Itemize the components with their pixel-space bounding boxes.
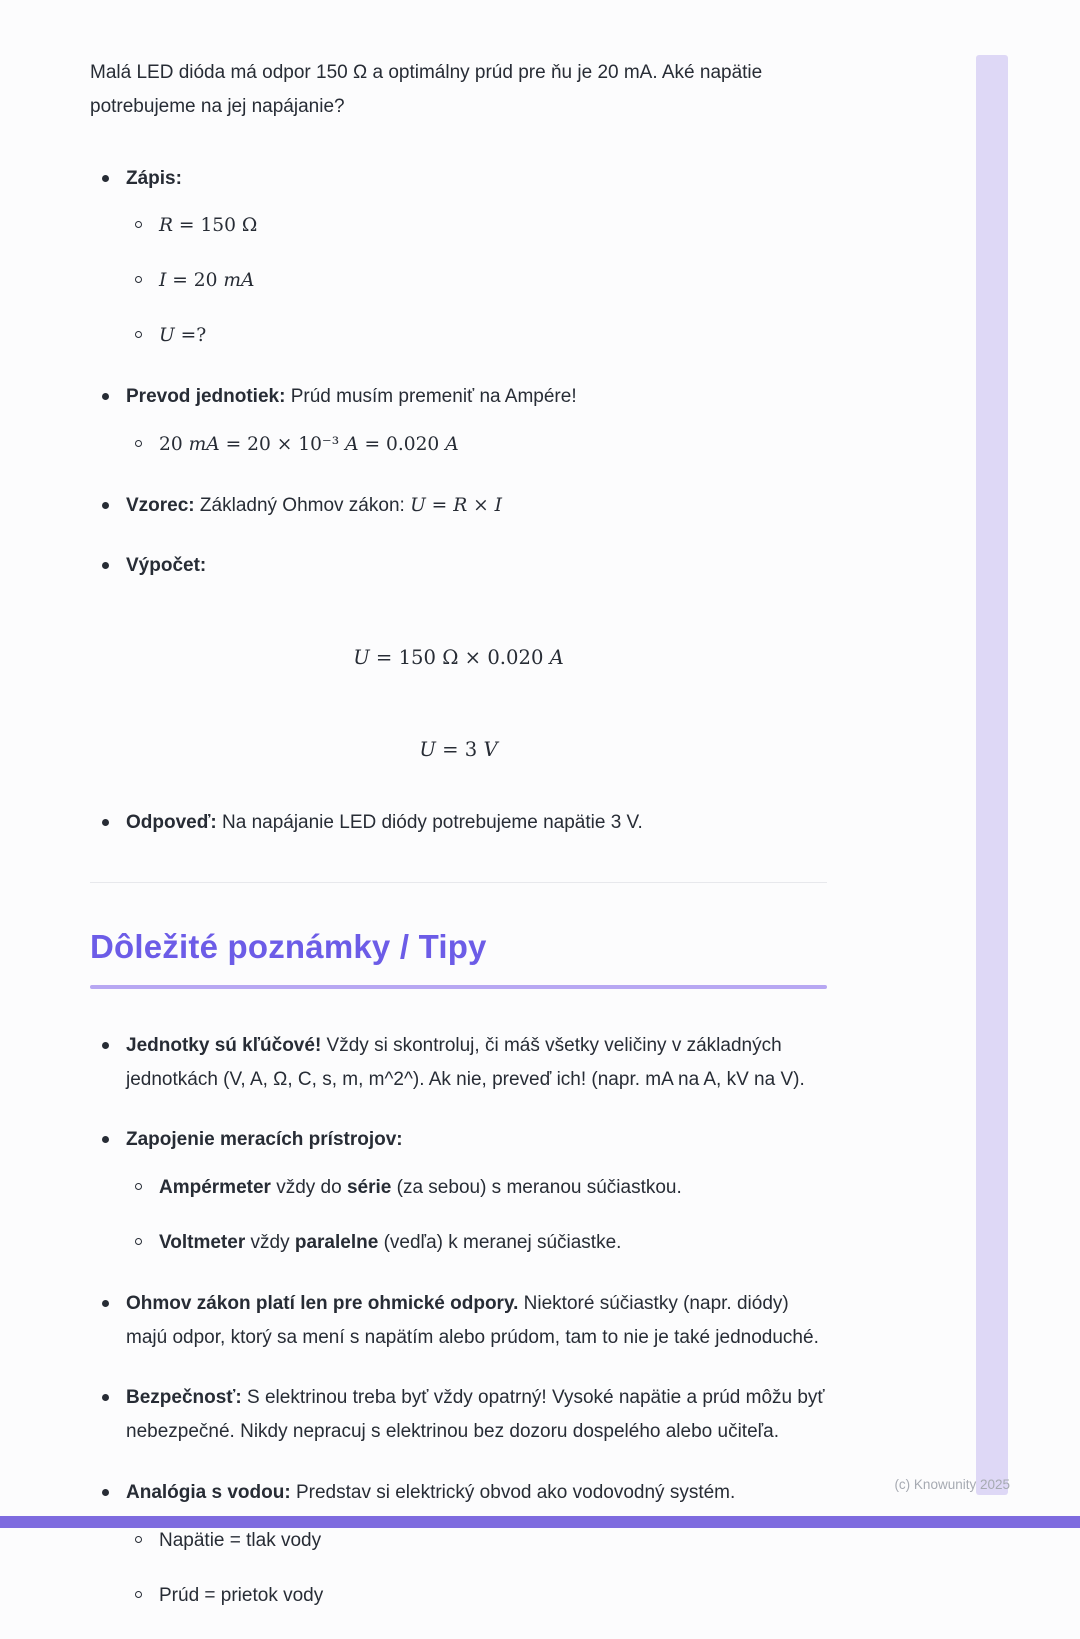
- scrollbar-track[interactable]: [976, 55, 1008, 1495]
- answer-list: [90, 806, 827, 840]
- tip-label: Zapojenie meracích prístrojov:: [126, 1129, 403, 1151]
- display-math-equation-2: U = 3 V: [419, 737, 498, 761]
- tip-ammeter: Ampérmeter vždy do série (za sebou) s meranou súčiastkou.: [159, 1171, 827, 1205]
- list-item-vypocet: Výpočet:: [126, 549, 827, 583]
- tip-voltage-pressure: Napätie = tlak vody: [159, 1524, 827, 1558]
- copyright-text: (c) Knowunity 2025: [894, 1477, 1010, 1492]
- list-item-label: Zápis:: [126, 167, 182, 189]
- sub-list-prevod: [126, 428, 827, 462]
- tip-current-flow: Prúd = prietok vody: [159, 1579, 827, 1613]
- bottom-accent-bar: [0, 1516, 1080, 1528]
- solution-list: [90, 162, 827, 584]
- tip-label: Analógia s vodou: Predstav si elektrický obvod ako vodovodný systém.: [126, 1482, 736, 1504]
- math-line-r: R = 150 Ω: [159, 209, 827, 243]
- sub-list-instruments: [126, 1171, 827, 1260]
- tip-units: Jednotky sú kľúčové! Vždy si skontroluj, či máš všetky veličiny v základných jednotkách (V, A, Ω, C, s, m, m^2^). Ak nie, preveď ich! (napr. mA na A, kV na V).: [126, 1029, 827, 1097]
- list-item-odpoved: Odpoveď: Na napájanie LED diódy potrebujeme napätie 3 V.: [126, 806, 827, 840]
- tip-voltmeter: Voltmeter vždy paralelne (vedľa) k meranej súčiastke.: [159, 1226, 827, 1260]
- tip-safety: Bezpečnosť: S elektrinou treba byť vždy opatrný! Vysoké napätie a prúd môžu byť nebezpečné. Nikdy nepracuj s elektrinou bez dozoru dospelého alebo učiteľa.: [126, 1381, 827, 1449]
- math-line-i: I = 20 mA: [159, 264, 827, 298]
- list-item-zapis: [126, 162, 827, 353]
- tip-ohmic: Ohmov zákon platí len pre ohmické odpory. Niektoré súčiastky (napr. diódy) majú odpor, ktorý sa mení s napätím alebo prúdom, tam to nie je také jednoduché.: [126, 1287, 827, 1355]
- section-divider: [90, 882, 827, 883]
- list-item-prevod: [126, 380, 827, 462]
- list-item-label: Prevod jednotiek: Prúd musím premeniť na Ampére!: [126, 385, 577, 407]
- document-content: [90, 0, 827, 1639]
- tip-instruments: [126, 1123, 827, 1259]
- list-item-vzorec: Vzorec: Základný Ohmov zákon: U = R × I: [126, 489, 827, 523]
- section-heading: Dôležité poznámky / Tipy: [90, 928, 487, 966]
- display-math-equation-1: U = 150 Ω × 0.020 A: [353, 646, 564, 670]
- heading-underline: [90, 985, 827, 989]
- tip-water-analogy: [126, 1476, 827, 1612]
- sub-list-zapis: [126, 209, 827, 352]
- intro-paragraph: Malá LED dióda má odpor 150 Ω a optimálny prúd pre ňu je 20 mA. Aké napätie potrebujeme na jej napájanie?: [90, 62, 763, 117]
- sub-list-water: [126, 1524, 827, 1613]
- math-line-conversion: 20 mA = 20 × 10⁻³ A = 0.020 A: [159, 428, 827, 462]
- math-line-u: U =?: [159, 319, 827, 353]
